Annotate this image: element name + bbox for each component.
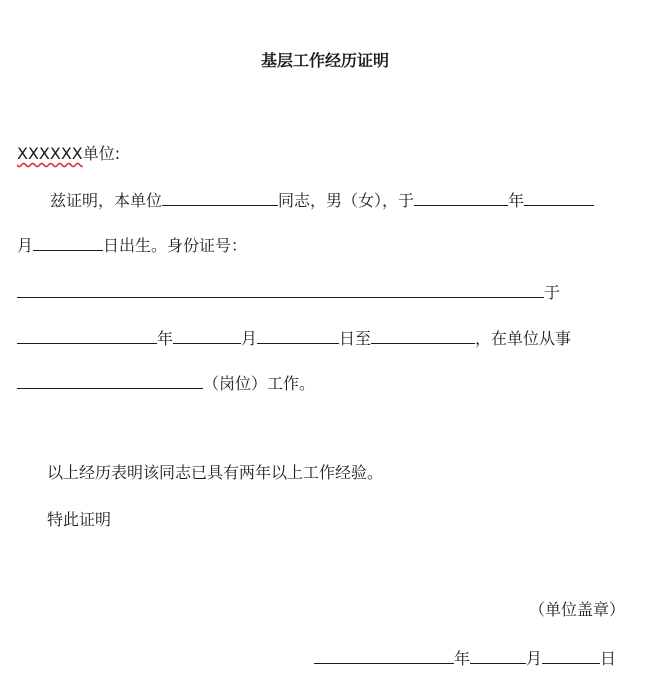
blank-name — [162, 188, 278, 206]
blank-start-day — [257, 326, 339, 344]
text-at: 于 — [544, 283, 561, 302]
blank-id-number — [17, 280, 544, 298]
text-position-work: （岗位）工作。 — [203, 374, 316, 393]
body-line-3 — [17, 280, 560, 304]
text-birth-id: 日出生。身份证号： — [103, 236, 248, 255]
closing-text: 特此证明 — [47, 510, 112, 529]
text-gender: 同志，男（女），于 — [278, 191, 415, 210]
signature-date-line — [314, 646, 616, 670]
blank-birth-year — [414, 188, 508, 206]
text-day-to: 日至 — [339, 329, 372, 348]
blank-end-date — [371, 326, 475, 344]
text-engaged-in: ，在单位从事 — [475, 329, 572, 348]
blank-sign-year — [314, 646, 454, 664]
statement-text: 以上经历表明该同志已具有两年以上工作经验。 — [47, 463, 384, 482]
body-line-5 — [17, 371, 315, 395]
seal-text: （单位盖章） — [528, 600, 625, 619]
text-year: 年 — [454, 649, 471, 668]
addressee-placeholder: XXXXXX — [17, 144, 83, 163]
blank-sign-day — [542, 646, 600, 664]
body-line-2 — [17, 233, 247, 257]
text-day: 日 — [600, 649, 617, 668]
body-line-4 — [17, 326, 571, 350]
blank-position — [17, 371, 203, 389]
blank-birth-month — [524, 188, 594, 206]
text-month: 月 — [17, 236, 34, 255]
text-month: 月 — [526, 649, 543, 668]
document-title: 基层工作经历证明 — [260, 51, 389, 70]
text-year: 年 — [157, 329, 174, 348]
blank-start-month — [173, 326, 241, 344]
text-month: 月 — [241, 329, 258, 348]
text-certify: 兹证明，本单位 — [50, 191, 163, 210]
addressee-line — [17, 143, 120, 165]
blank-birth-day — [33, 233, 103, 251]
blank-sign-month — [470, 646, 526, 664]
text-year: 年 — [508, 191, 525, 210]
blank-start-year — [17, 326, 157, 344]
addressee-suffix: 单位: — [82, 144, 121, 163]
body-line-1 — [50, 188, 594, 212]
